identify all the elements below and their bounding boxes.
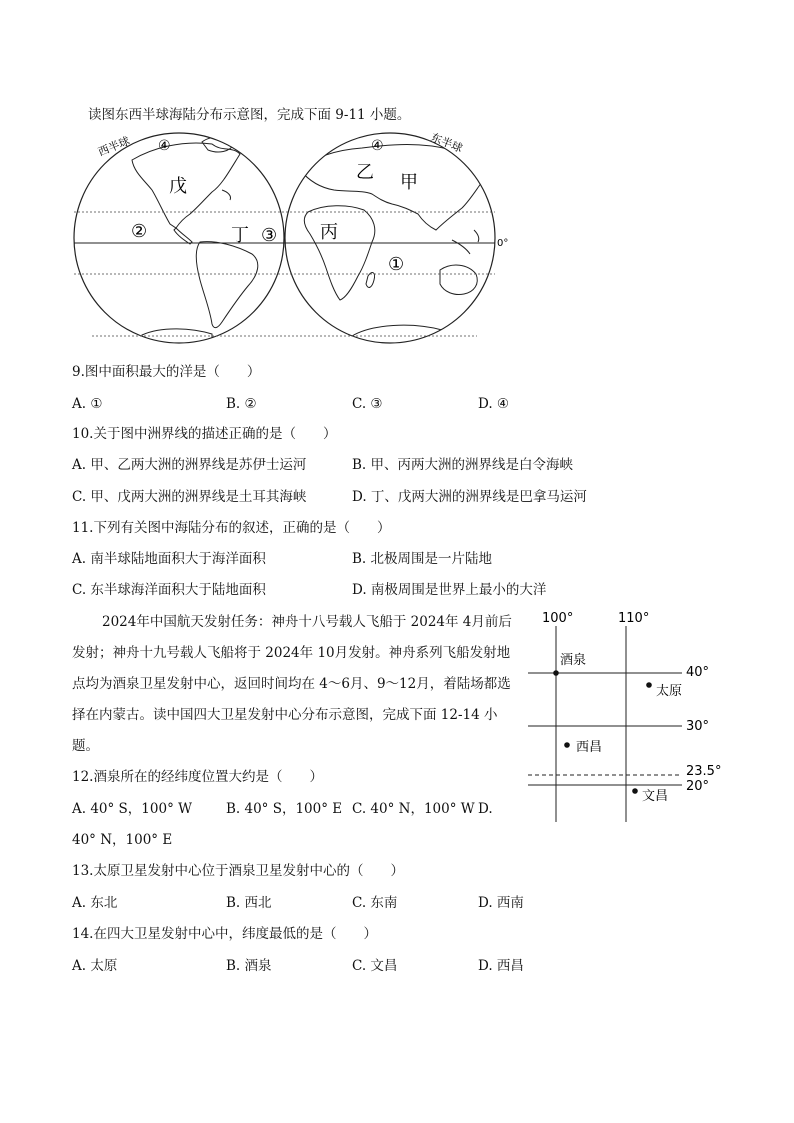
intro-text-2-line-3: 点均为酒泉卫星发射中心，返回时间均在 4～6月、9～12月，着陆场都选: [72, 676, 511, 692]
australia-landmass: [440, 265, 477, 294]
hemispheres-map: [72, 130, 512, 346]
marker-ocean-1: ①: [388, 254, 405, 275]
question-13-option-a[interactable]: A. 东北: [72, 895, 118, 911]
question-12-option-b[interactable]: B. 40° S，100° E: [226, 801, 343, 817]
question-12-stem: 12.酒泉所在的经纬度位置大约是（ ）: [72, 769, 323, 785]
question-12-option-a[interactable]: A. 40° S，100° W: [72, 801, 192, 817]
question-11-option-b[interactable]: B. 北极周围是一片陆地: [352, 551, 493, 567]
latitude-20-label: 20°: [686, 779, 710, 794]
intro-text-1: 读图东西半球海陆分布示意图，完成下面 9-11 小题。: [88, 107, 411, 123]
question-13-option-c[interactable]: C. 东南: [352, 895, 398, 911]
question-9-option-b[interactable]: B. ②: [226, 396, 257, 412]
question-11-option-c[interactable]: C. 东半球海洋面积大于陆地面积: [72, 582, 266, 598]
question-9-option-c[interactable]: C. ③: [352, 396, 383, 412]
question-13-option-b[interactable]: B. 西北: [226, 895, 272, 911]
launch-centers-grid-map: [522, 606, 722, 824]
latitude-30-label: 30°: [686, 719, 710, 734]
question-9-stem: 9.图中面积最大的洋是（ ）: [72, 364, 261, 380]
question-14-option-b[interactable]: B. 酒泉: [226, 958, 272, 974]
latitude-40-label: 40°: [686, 665, 710, 680]
intro-text-2-line-5: 题。: [72, 738, 99, 754]
marker-ocean-4-west: ④: [158, 138, 171, 154]
question-10-option-b[interactable]: B. 甲、丙两大洲的洲界线是白令海峡: [352, 457, 574, 473]
madagascar-landmass: [366, 273, 375, 288]
taiyuan-label: 太原: [656, 684, 683, 699]
marker-ocean-2: ②: [131, 221, 148, 242]
question-12-option-c[interactable]: C. 40° N，100° W: [352, 801, 475, 817]
question-13-stem: 13.太原卫星发射中心位于酒泉卫星发射中心的（ ）: [72, 863, 404, 879]
marker-continent-wu: 戊: [169, 176, 187, 197]
xichang-label: 西昌: [576, 740, 603, 755]
question-9-option-a[interactable]: A. ①: [72, 396, 103, 412]
question-10-option-c[interactable]: C. 甲、戊两大洲的洲界线是土耳其海峡: [72, 489, 307, 505]
longitude-100-label: 100°: [542, 611, 574, 626]
question-9-option-d[interactable]: D. ④: [478, 396, 510, 412]
question-10-option-a[interactable]: A. 甲、乙两大洲的洲界线是苏伊士运河: [72, 457, 307, 473]
question-14-stem: 14.在四大卫星发射中心中，纬度最低的是（ ）: [72, 926, 377, 942]
question-10-stem: 10.关于图中洲界线的描述正确的是（ ）: [72, 426, 337, 442]
question-14-option-c[interactable]: C. 文昌: [352, 958, 398, 974]
latitude-23-5-label: 23.5°: [686, 764, 722, 779]
wenchang-point: [632, 788, 638, 794]
jiuquan-label: 酒泉: [560, 653, 587, 668]
taiyuan-point: [646, 682, 652, 688]
equator-label: 0°: [497, 238, 509, 249]
africa-landmass: [304, 206, 374, 300]
intro-text-2-line-1: 2024年中国航天发射任务：神舟十八号载人飞船于 2024年 4月前后: [102, 614, 512, 630]
marker-continent-bing: 丙: [320, 222, 338, 243]
eurasia-landmass: [300, 145, 482, 231]
marker-continent-yi: 乙: [356, 162, 374, 183]
question-11-option-a[interactable]: A. 南半球陆地面积大于海洋面积: [72, 551, 266, 567]
marker-continent-ding: 丁: [231, 225, 249, 246]
central-america-landmass: [174, 228, 192, 244]
marker-ocean-4-east: ④: [371, 138, 384, 154]
east-hemisphere-label: 东半球: [428, 130, 465, 156]
longitude-110-label: 110°: [618, 611, 650, 626]
question-13-option-d[interactable]: D. 西南: [478, 895, 524, 911]
marker-ocean-3: ③: [261, 225, 278, 246]
wenchang-label: 文昌: [642, 789, 669, 804]
question-10-option-d[interactable]: D. 丁、戊两大洲的洲界线是巴拿马运河: [352, 489, 587, 505]
west-hemisphere-label: 西半球: [96, 134, 132, 159]
jiuquan-point: [553, 670, 559, 676]
question-11-option-d[interactable]: D. 南极周围是世界上最小的大洋: [352, 582, 547, 598]
question-12-option-d-label[interactable]: D.: [478, 801, 493, 817]
south-america-landmass: [196, 242, 258, 328]
question-14-option-a[interactable]: A. 太原: [72, 958, 118, 974]
xichang-point: [564, 742, 570, 748]
intro-text-2-line-2: 发射；神舟十九号载人飞船将于 2024年 10月发射。神舟系列飞船发射地: [72, 645, 511, 661]
question-12-option-d-text[interactable]: 40° N，100° E: [72, 832, 173, 848]
greenland-landmass: [202, 137, 234, 152]
question-11-stem: 11.下列有关图中海陆分布的叙述，正确的是（ ）: [72, 520, 391, 536]
question-14-option-d[interactable]: D. 西昌: [478, 958, 524, 974]
intro-text-2-line-4: 择在内蒙古。读中国四大卫星发射中心分布示意图，完成下面 12-14 小: [72, 707, 498, 723]
marker-continent-jia: 甲: [400, 172, 418, 193]
